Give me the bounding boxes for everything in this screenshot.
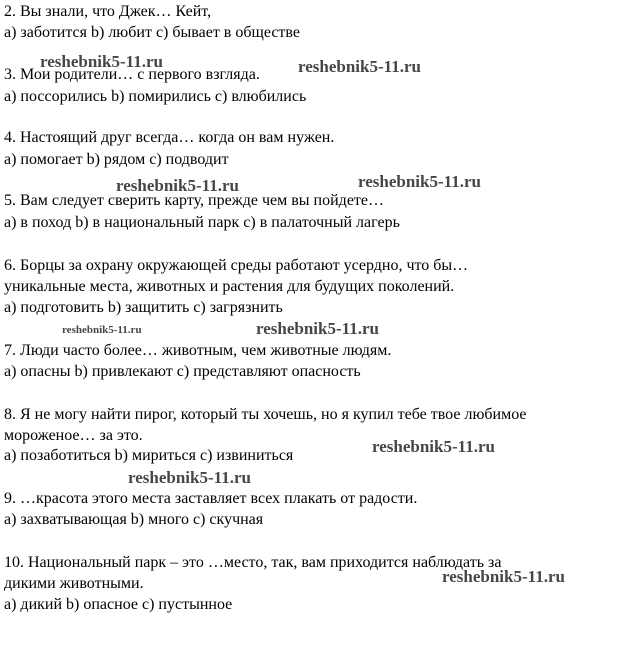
question-number: 10. xyxy=(4,554,24,571)
question-7 xyxy=(4,341,391,361)
question-text: Настоящий друг всегда… когда он вам нужен. xyxy=(20,129,335,146)
question-2-options: a) заботится b) любит c) бывает в обществе xyxy=(4,24,300,41)
question-10 xyxy=(4,553,501,573)
question-text: Борцы за охрану окружающей среды работают усердно, что бы… xyxy=(20,257,469,274)
question-number: 7. xyxy=(4,342,16,359)
question-number: 4. xyxy=(4,129,16,146)
question-9 xyxy=(4,489,417,509)
question-4-options: a) помогает b) рядом c) подводит xyxy=(4,151,229,168)
watermark: reshebnik5-11.ru xyxy=(116,176,239,195)
question-8 xyxy=(4,405,527,425)
question-6-continuation: уникальные места, животных и растения для будущих поколений. xyxy=(4,278,455,295)
watermark: reshebnik5-11.ru xyxy=(256,319,379,338)
question-2 xyxy=(4,2,211,22)
question-text: Национальный парк – это …место, так, вам приходится наблюдать за xyxy=(28,554,502,571)
question-text: Мои родители… с первого взгляда. xyxy=(20,66,260,83)
question-3 xyxy=(4,65,260,85)
question-10-continuation: дикими животными. xyxy=(4,575,144,592)
question-number: 9. xyxy=(4,490,16,507)
question-number: 8. xyxy=(4,406,16,423)
question-number: 6. xyxy=(4,257,16,274)
watermark: reshebnik5-11.ru xyxy=(128,468,251,487)
question-6 xyxy=(4,256,468,276)
question-number: 5. xyxy=(4,192,16,209)
watermark: reshebnik5-11.ru xyxy=(442,567,565,586)
question-8-options: a) позаботиться b) мириться c) извиниться xyxy=(4,447,294,464)
watermark: reshebnik5-11.ru xyxy=(62,324,142,336)
question-text: Люди часто более… животным, чем животные людям. xyxy=(20,342,392,359)
question-10-options: a) дикий b) опасное c) пустынное xyxy=(4,596,233,613)
watermark: reshebnik5-11.ru xyxy=(372,437,495,456)
question-7-options: a) опасны b) привлекают c) представляют опасность xyxy=(4,363,361,380)
watermark: reshebnik5-11.ru xyxy=(298,57,421,76)
question-5 xyxy=(4,191,384,211)
question-number: 2. xyxy=(4,3,16,20)
watermark: reshebnik5-11.ru xyxy=(358,172,481,191)
watermark: reshebnik5-11.ru xyxy=(40,52,163,71)
question-9-options: a) захватывающая b) много c) скучная xyxy=(4,511,264,528)
question-6-options: a) подготовить b) защитить c) загрязнить xyxy=(4,299,283,316)
question-5-options: a) в поход b) в национальный парк c) в палаточный лагерь xyxy=(4,214,400,231)
question-text: Вы знали, что Джек… Кейт, xyxy=(20,3,212,20)
question-number: 3. xyxy=(4,66,16,83)
question-text: Вам следует сверить карту, прежде чем вы пойдете… xyxy=(20,192,385,209)
question-8-continuation: мороженое… за это. xyxy=(4,427,143,444)
question-3-options: a) поссорились b) помирились c) влюбились xyxy=(4,88,307,105)
question-4 xyxy=(4,128,334,148)
question-text: Я не могу найти пирог, который ты хочешь, но я купил тебе твое любимое xyxy=(20,406,527,423)
question-text: …красота этого места заставляет всех плакать от радости. xyxy=(20,490,418,507)
